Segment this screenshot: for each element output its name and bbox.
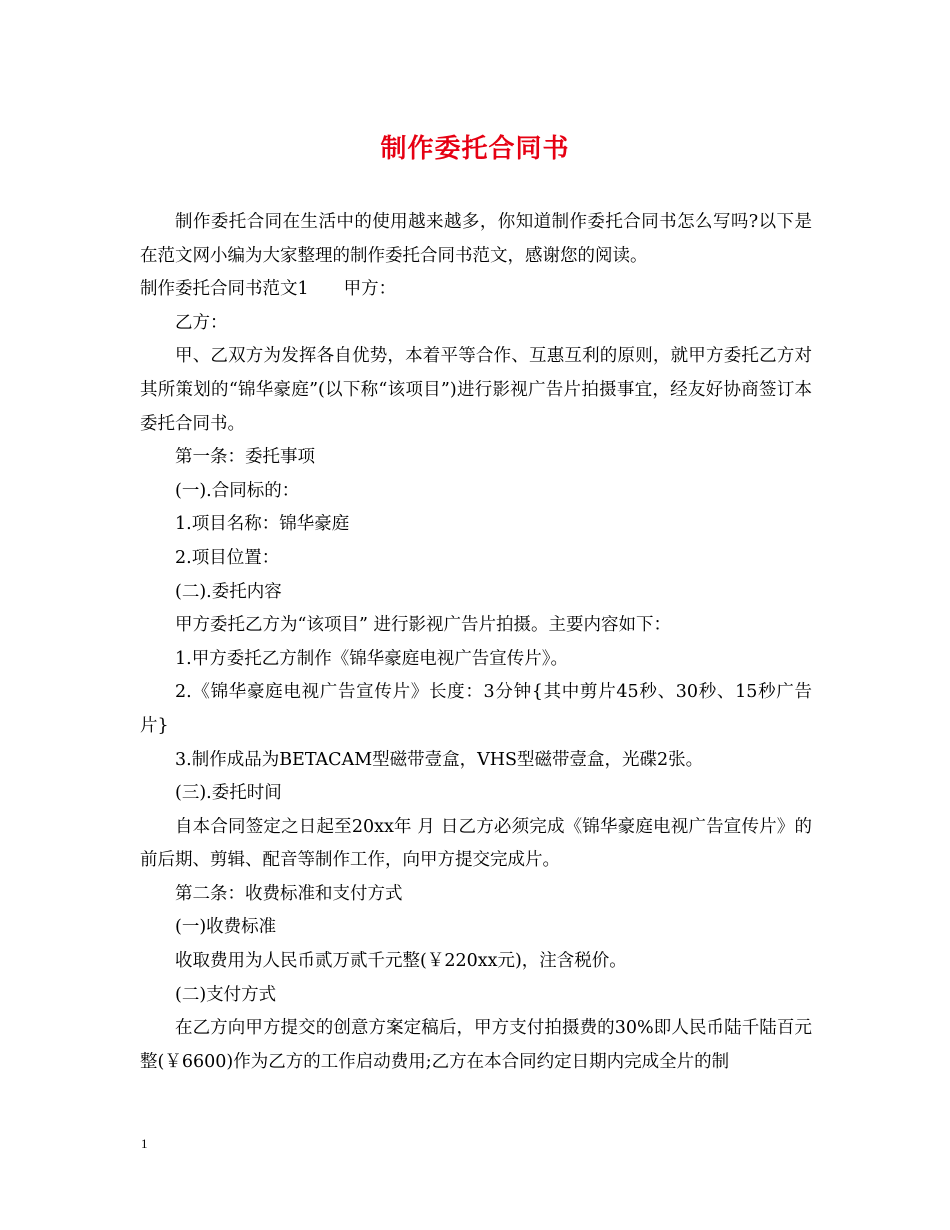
paragraph-content-heading: (二).委托内容 (175, 581, 282, 602)
paragraph-fee-heading: (一)收费标准 (175, 917, 277, 938)
paragraph-content-item-1: 1.甲方委托乙方制作《锦华豪庭电视广告宣传片》。 (175, 648, 568, 669)
paragraph-fee-body: 收取费用为人民币贰万贰千元整(￥220xx元)，注含税价。 (175, 951, 627, 972)
paragraph-intro: 制作委托合同在生活中的使用越来越多，你知道制作委托合同书怎么写吗?以下是在范文网小编为大家整理的制作委托合同书范文，感谢您的阅读。 (140, 212, 812, 266)
paragraph-project-location: 2.项目位置： (175, 547, 280, 568)
document-body (140, 206, 812, 1079)
paragraph-subject-heading: (一).合同标的： (175, 480, 300, 501)
paragraph-time-body: 自本合同签定之日起至20xx年 月 日乙方必须完成《锦华豪庭电视广告宣传片》的前后期、剪辑、配音等制作工作，向甲方提交完成片。 (140, 816, 812, 871)
page-number: 1 (141, 1136, 148, 1151)
paragraph-sample-heading: 制作委托合同书范文1 甲方： (140, 279, 397, 300)
paragraph-article-2-heading: 第二条：收费标准和支付方式 (175, 883, 403, 904)
paragraph-project-name: 1.项目名称：锦华豪庭 (175, 514, 350, 535)
paragraph-content-item-3: 3.制作成品为BETACAM型磁带壹盒，VHS型磁带壹盒，光碟2张。 (175, 749, 704, 770)
paragraph-time-heading: (三).委托时间 (175, 783, 282, 804)
paragraph-payment-heading: (二)支付方式 (175, 984, 277, 1005)
paragraph-payment-body: 在乙方向甲方提交的创意方案定稿后，甲方支付拍摄费的30%即人民币陆千陆百元整(￥6600)作为乙方的工作启动费用;乙方在本合同约定日期内完成全片的制 (140, 1018, 812, 1072)
paragraph-content-item-2: 2.《锦华豪庭电视广告宣传片》长度：3分钟{其中剪片45秒、30秒、15秒广告片} (140, 682, 812, 736)
document-title: 制作委托合同书 (380, 134, 570, 164)
paragraph-article-1-heading: 第一条：委托事项 (175, 447, 315, 468)
paragraph-preamble: 甲、乙双方为发挥各自优势，本着平等合作、互惠互利的原则，就甲方委托乙方对其所策划的“锦华豪庭”(以下称“该项目”)进行影视广告片拍摄事宜，经友好协商签订本委托合同书。 (140, 346, 812, 434)
paragraph-content-intro: 甲方委托乙方为“该项目” 进行影视广告片拍摄。主要内容如下： (175, 615, 671, 636)
paragraph-party-b: 乙方： (175, 312, 228, 333)
